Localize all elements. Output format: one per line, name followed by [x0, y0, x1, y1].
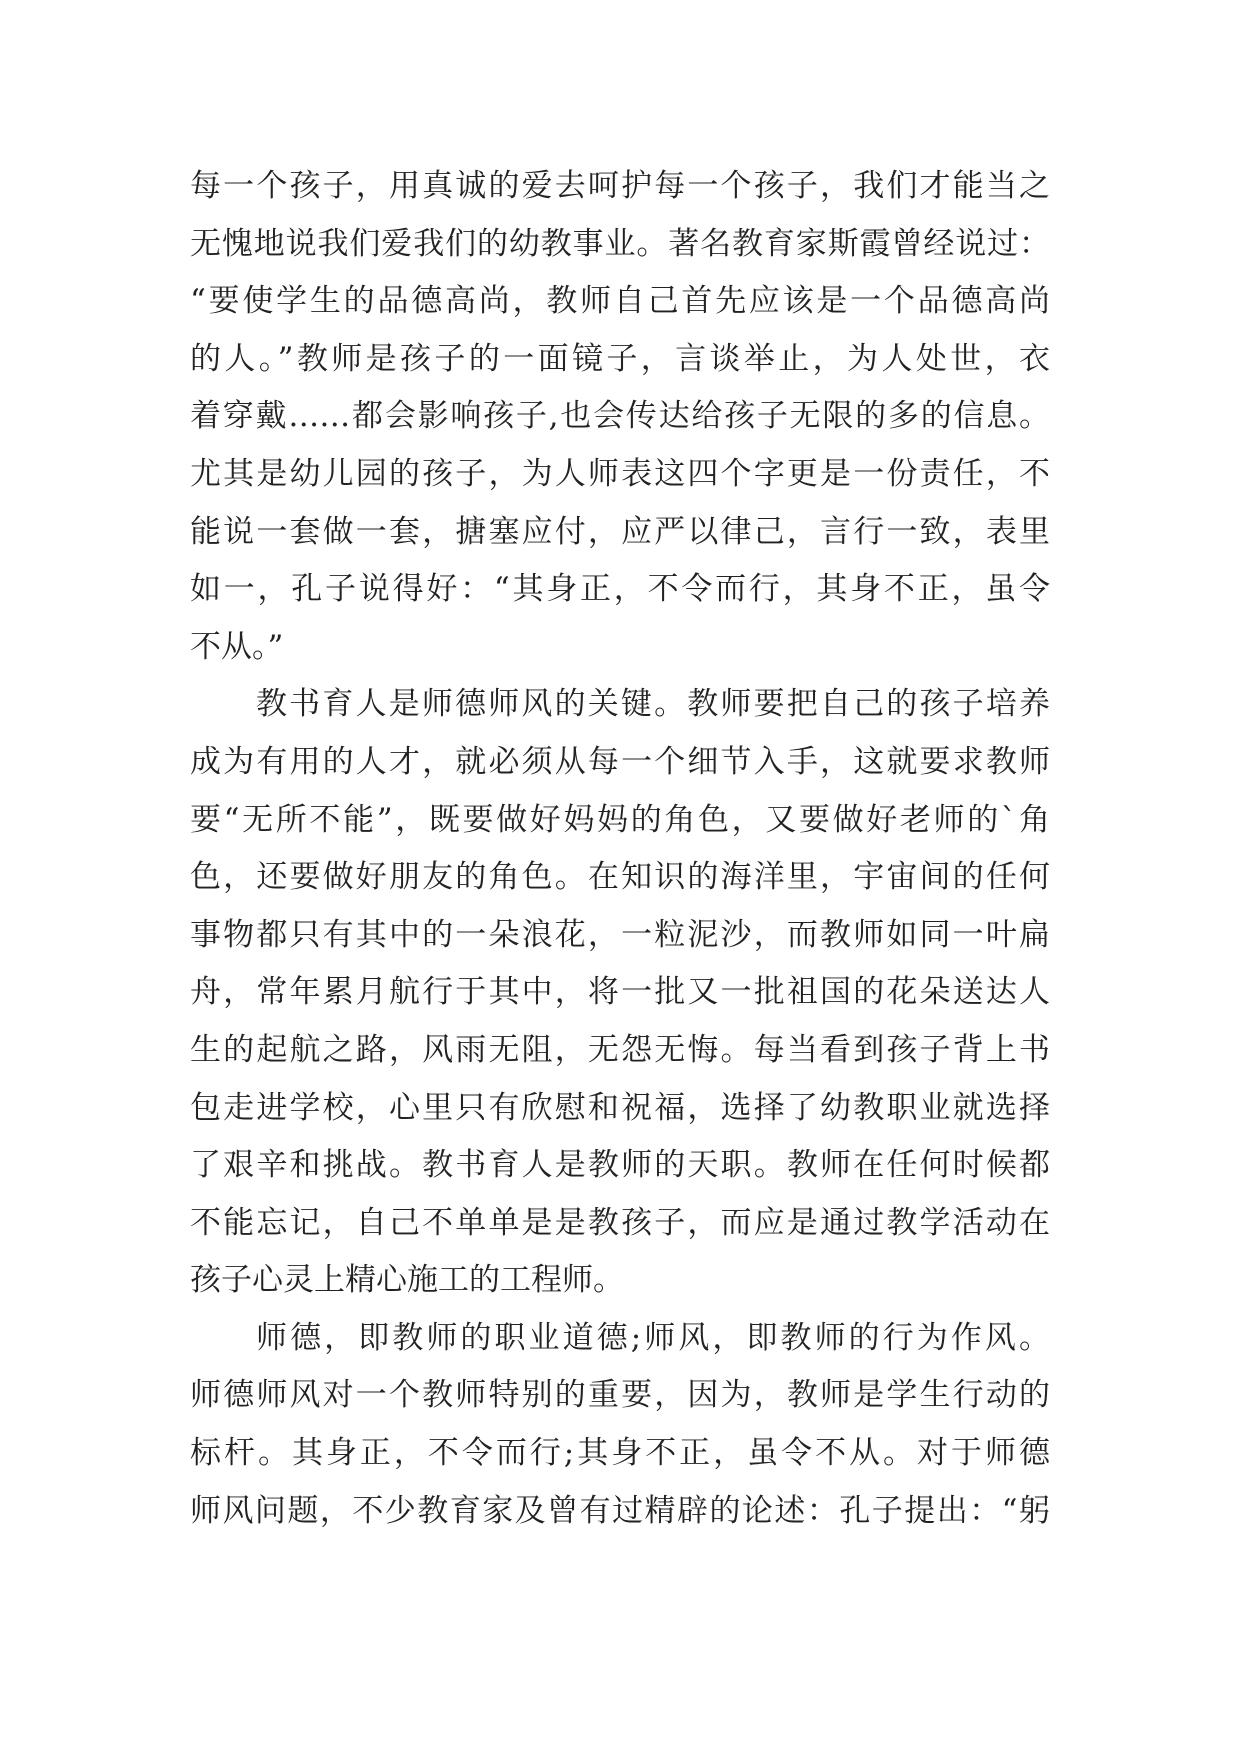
text-line: 孩子心灵上精心施工的工程师。 — [190, 1262, 624, 1299]
text-line: 不从。” — [190, 628, 284, 665]
text-line: 生的起航之路，风雨无阻，无怨无悔。每当看到孩子背上书 — [190, 1031, 1050, 1068]
text-line: 色，还要做好朋友的角色。在知识的海洋里，宇宙间的任何 — [190, 859, 1050, 896]
text-line: 师德，即教师的职业道德;师风，即教师的行为作风。 — [256, 1319, 1050, 1356]
text-line: 师风问题，不少教育家及曾有过精辟的论述：孔子提出：“躬 — [190, 1492, 1050, 1529]
text-line: 事物都只有其中的一朵浪花，一粒泥沙，而教师如同一叶扁 — [190, 916, 1050, 953]
text-line: 如一，孔子说得好：“其身正，不令而行，其身不正，虽令 — [190, 571, 1050, 608]
text-line: 教书育人是师德师风的关键。教师要把自己的孩子培养 — [256, 686, 1050, 723]
text-line: 包走进学校，心里只有欣慰和祝福，选择了幼教职业就选择 — [190, 1089, 1050, 1126]
text-line: 舟，常年累月航行于其中，将一批又一批祖国的花朵送达人 — [190, 974, 1050, 1011]
text-line: 的人。”教师是孩子的一面镜子，言谈举止，为人处世，衣 — [190, 340, 1050, 377]
text-line: 成为有用的人才，就必须从每一个细节入手，这就要求教师 — [190, 743, 1050, 780]
text-line: 着穿戴……都会影响孩子,也会传达给孩子无限的多的信息。 — [190, 398, 1050, 435]
body-text — [190, 158, 1050, 1540]
text-line: 每一个孩子，用真诚的爱去呵护每一个孩子，我们才能当之 — [190, 168, 1050, 204]
text-line: 不能忘记，自己不单单是是教孩子，而应是通过教学活动在 — [190, 1204, 1050, 1241]
text-line: 要“无所不能”，既要做好妈妈的角色，又要做好老师的`角 — [190, 801, 1050, 838]
text-line: 师德师风对一个教师特别的重要，因为，教师是学生行动的 — [190, 1377, 1050, 1414]
text-line: 标杆。其身正，不令而行;其身不正，虽令不从。对于师德 — [190, 1435, 1050, 1472]
text-line: 无愧地说我们爱我们的幼教事业。著名教育家斯霞曾经说过： — [190, 225, 1050, 262]
text-line: “要使学生的品德高尚，教师自己首先应该是一个品德高尚 — [190, 283, 1050, 320]
text-line: 能说一套做一套，搪塞应付，应严以律己，言行一致，表里 — [190, 513, 1050, 550]
text-line: 尤其是幼儿园的孩子，为人师表这四个字更是一份责任，不 — [190, 455, 1050, 492]
text-line: 了艰辛和挑战。教书育人是教师的天职。教师在任何时候都 — [190, 1147, 1050, 1184]
